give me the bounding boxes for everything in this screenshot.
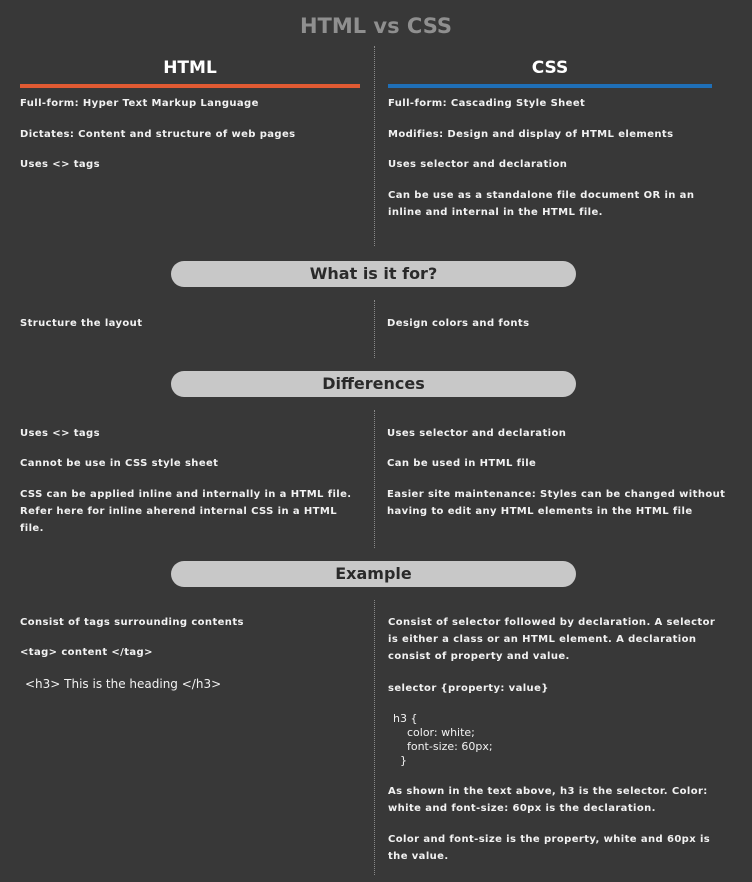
html-example-desc: Consist of tags surrounding contents	[20, 617, 244, 628]
html-accent-rule	[20, 84, 360, 88]
css-purpose: Design colors and fonts	[387, 318, 530, 329]
css-example-syntax: selector {property: value}	[388, 683, 549, 694]
html-purpose: Structure the layout	[20, 318, 143, 329]
column-divider	[374, 410, 375, 548]
css-fullform: Full-form: Cascading Style Sheet	[388, 98, 586, 109]
column-divider	[374, 300, 375, 358]
css-example-code: h3 { color: white; font-size: 60px; }	[393, 712, 493, 767]
section-example: Example	[171, 561, 576, 587]
css-diff-html-file: Can be used in HTML file	[387, 458, 537, 469]
html-dictates: Dictates: Content and structure of web pages	[20, 129, 296, 140]
html-fullform: Full-form: Hyper Text Markup Language	[20, 98, 259, 109]
css-uses-selector: Uses selector and declaration	[388, 159, 568, 170]
html-heading: HTML	[163, 58, 217, 78]
css-modifies: Modifies: Design and display of HTML elements	[388, 129, 674, 140]
html-uses-tags: Uses <> tags	[20, 159, 100, 170]
html-example-code: <h3> This is the heading </h3>	[25, 677, 222, 691]
css-standalone: Can be use as a standalone file document OR in an inline and internal in the HTML file.	[388, 190, 695, 218]
html-diff-inline: CSS can be applied inline and internally in a HTML file. Refer here for inline aherend internal CSS in a HTML file.	[20, 489, 352, 534]
html-diff-tags: Uses <> tags	[20, 428, 100, 439]
column-divider	[374, 600, 375, 875]
css-heading: CSS	[531, 58, 569, 78]
html-diff-stylesheet: Cannot be use in CSS style sheet	[20, 458, 219, 469]
column-divider	[374, 46, 375, 246]
page-title: HTML vs CSS	[299, 14, 453, 38]
css-diff-selector: Uses selector and declaration	[387, 428, 567, 439]
css-diff-maintenance: Easier site maintenance: Styles can be changed without having to edit any HTML elements in the HTML file	[387, 489, 726, 517]
html-example-syntax: <tag> content </tag>	[20, 647, 153, 658]
css-example-property-value: Color and font-size is the property, white and 60px is the value.	[388, 834, 711, 862]
section-differences: Differences	[171, 371, 576, 397]
css-accent-rule	[388, 84, 712, 88]
section-what-is-it-for: What is it for?	[171, 261, 576, 287]
css-example-desc: Consist of selector followed by declaration. A selector is either a class or an HTML element. A declaration consist of property and value.	[388, 617, 716, 662]
css-example-explanation: As shown in the text above, h3 is the selector. Color: white and font-size: 60px is the declaration.	[388, 786, 708, 814]
